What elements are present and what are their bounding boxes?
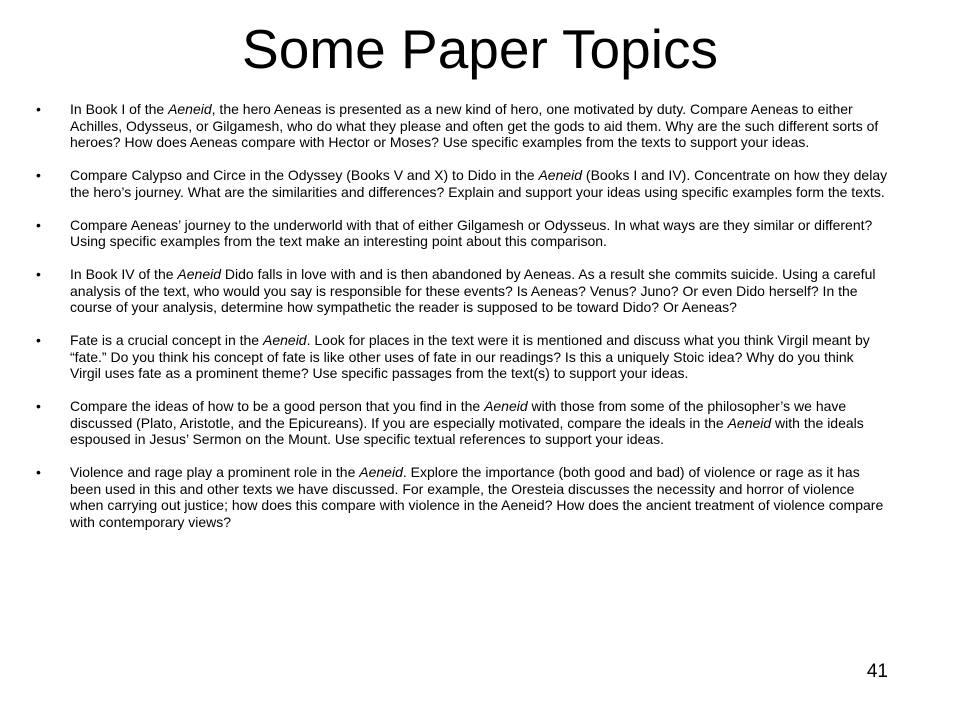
text-run: In Book I of the — [70, 101, 169, 117]
topic-item — [36, 398, 888, 448]
bullet-marker: • — [36, 167, 41, 183]
topic-item — [36, 217, 888, 250]
bullet-marker: • — [36, 398, 41, 414]
slide-title: Some Paper Topics — [242, 18, 718, 80]
topic-text — [70, 464, 888, 530]
topic-text — [70, 167, 888, 200]
page-number: 41 — [866, 661, 888, 682]
text-run: Compare Aeneas’ journey to the underworld with that of either Gilgamesh or Odysseus. In what ways are they similar or different? Using specific examples from the text make an interesting point about this comparison. — [70, 216, 873, 249]
bullet-marker: • — [36, 101, 41, 117]
topic-item — [36, 167, 888, 200]
italic-title: Aeneid — [484, 398, 528, 414]
topic-list — [36, 101, 888, 547]
text-run: . Look for places in the text were it is mentioned and discuss what you think Virgil meant by “fate.” Do you think his concept of fate is like other uses of fate in our readings? Is this a uniquely Stoic idea? Why do you think Virgil uses fate as a prominent theme? Use specific passages from the text(s) to support your ideas. — [70, 332, 870, 381]
bullet-marker: • — [36, 464, 41, 480]
bullet-marker: • — [36, 216, 41, 233]
topic-item — [36, 464, 888, 530]
text-run: with the ideals espoused in Jesus’ Sermon on the Mount. Use specific textual references to support your ideas. — [70, 414, 864, 447]
topic-item — [36, 332, 888, 382]
text-run: . Explore the importance (both good and bad) of violence or rage as it has been used in this and other texts we have discussed. For example, the Oresteia discusses the necessity and horror of violence when carrying out justice; how does this compare with violence in the Aeneid? How does the ancient treatment of violence compare with contemporary views? — [70, 464, 884, 530]
text-run: Compare the ideas of how to be a good person that you find in the — [70, 398, 485, 414]
text-run: , the hero Aeneas is presented as a new kind of hero, one motivated by duty. Compare Aeneas to either Achilles, Odysseus, or Gilgamesh, who do what they please and often get the gods to aid them. Why are the such different sorts of heroes? How does Aeneas compare with Hector or Moses? Use specific examples from the texts to support your ideas. — [70, 101, 879, 150]
topic-item — [36, 266, 888, 316]
bullet-marker: • — [36, 266, 41, 282]
text-run: Compare Calypso and Circe in the Odyssey (Books V and X) to Dido in the — [70, 167, 539, 183]
text-run: Fate is a crucial concept in the — [70, 332, 263, 348]
italic-title: Aeneid — [168, 101, 212, 117]
topic-item — [36, 101, 888, 151]
bullet-marker: • — [36, 332, 41, 348]
text-run: with those from some of the philosopher’s we have discussed (Plato, Aristotle, and the Epicureans). If you are especially motivated, compare the ideals in the — [70, 398, 847, 431]
text-run: In Book IV of the — [70, 266, 178, 282]
italic-title: Aeneid — [359, 464, 403, 480]
topic-text — [70, 101, 888, 151]
topic-text — [70, 398, 888, 448]
topic-text — [70, 332, 888, 382]
text-run: Dido falls in love with and is then abandoned by Aeneas. As a result she commits suicide. Using a careful analysis of the text, who would you say is responsible for these events? Is Aeneas? Venus? Juno? Or even Dido herself? In the course of your analysis, determine how sympathetic the reader is supposed to be toward Dido? Or Aeneas? — [70, 266, 876, 315]
text-run: Violence and rage play a prominent role in the — [70, 464, 360, 480]
topic-text — [70, 266, 888, 316]
topic-text — [70, 217, 888, 250]
italic-title: Aeneid — [177, 266, 221, 282]
italic-title: Aeneid — [538, 167, 583, 183]
italic-title: Aeneid — [263, 332, 307, 348]
italic-title: Aeneid — [727, 414, 772, 431]
text-run: (Books I and IV). Concentrate on how they delay the hero’s journey. What are the similarities and differences? Explain and support your ideas using specific examples form the texts. — [70, 167, 888, 200]
